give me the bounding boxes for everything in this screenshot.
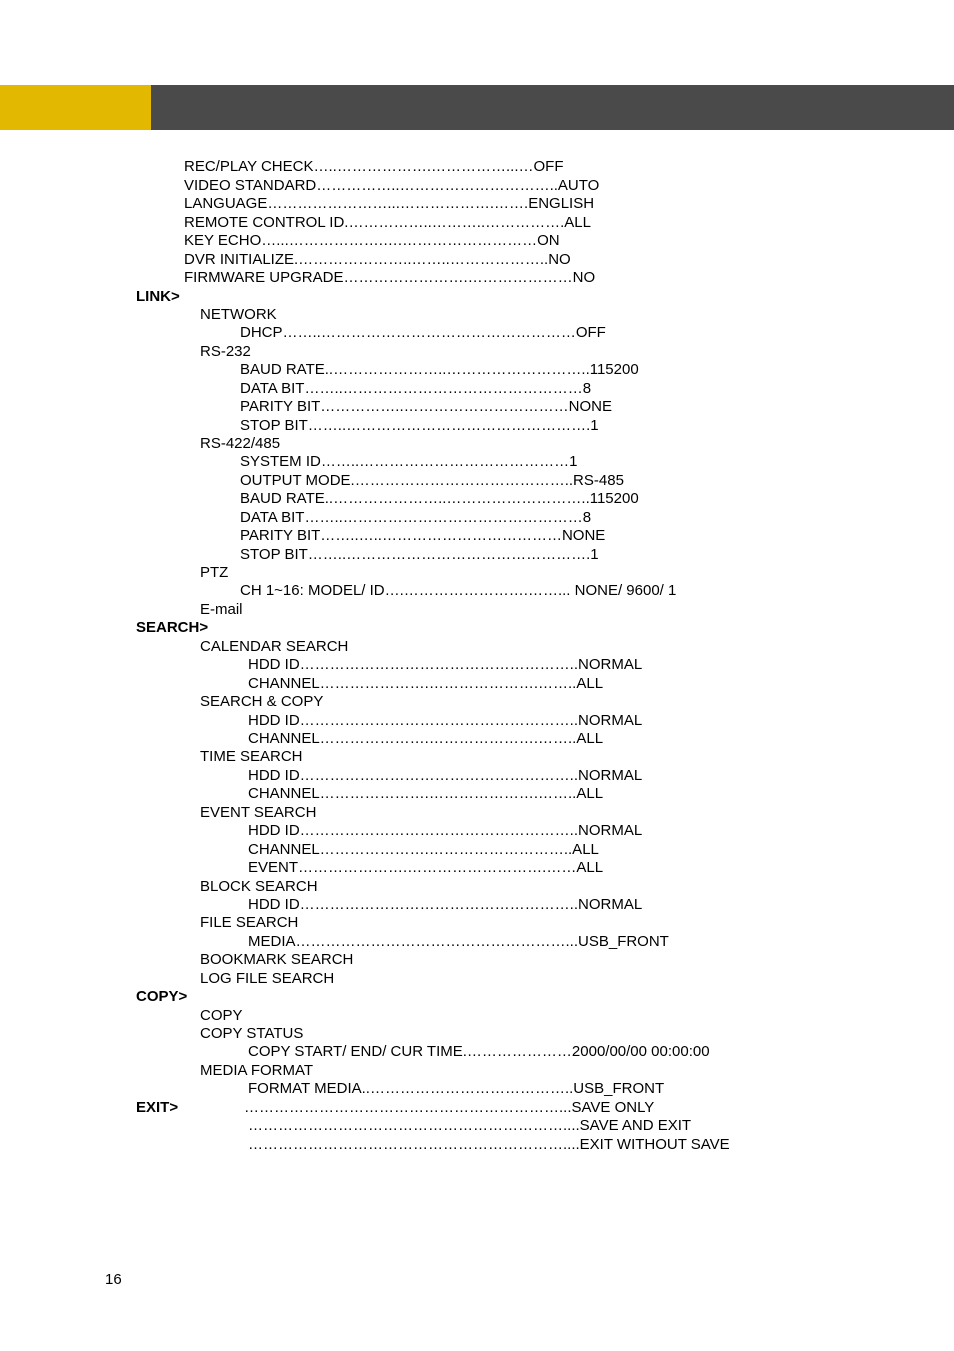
menu-line: VIDEO STANDARD……………..…………………………..AUTO [184,177,600,194]
menu-line: EVENT………………….……………………….……ALL [248,859,604,876]
menu-line: KEY ECHO…...……………….….………………………ON [184,232,560,249]
menu-line: MEDIA FORMAT [200,1062,314,1079]
menu-line: RS-232 [200,343,251,360]
menu-line: CHANNEL………………….………………………..ALL [248,841,599,858]
menu-line: EVENT SEARCH [200,804,317,821]
menu-line: COPY START/ END/ CUR TIME.…………………2000/00/00 00:00:00 [248,1043,710,1060]
menu-line: HDD ID………………………………………………..NORMAL [248,712,643,729]
menu-line: CALENDAR SEARCH [200,638,349,655]
menu-line: ………………………………………………………....EXIT WITHOUT SAVE [248,1136,730,1153]
menu-line: PARITY BIT……………..……………………………NONE [240,398,612,415]
menu-line: BOOKMARK SEARCH [200,951,354,968]
section-heading: EXIT> [136,1099,179,1116]
menu-line: CHANNEL………………….………………….……..ALL [248,730,604,747]
menu-line: CH 1~16: MODEL/ ID….…………………….……... NONE/ 9600/ 1 [240,582,677,599]
menu-line: SYSTEM ID……..……………………………………1 [240,453,578,470]
menu-line: LANGUAGE……………………...……………….…….ENGLISH [184,195,595,212]
section-heading: LINK> [136,288,180,305]
menu-line: DATA BIT……..…………………………………………8 [240,509,592,526]
menu-line: RS-422/485 [200,435,281,452]
menu-line: ………………………………………………………....SAVE AND EXIT [248,1117,692,1134]
menu-line: SEARCH & COPY [200,693,324,710]
menu-line: MEDIA………………………………………………...USB_FRONT [248,933,669,950]
menu-line: REC/PLAY CHECK…..……………….……………...…OFF [184,158,564,175]
menu-line: CHANNEL………………….………………….……..ALL [248,675,604,692]
menu-line: E-mail [200,601,243,618]
menu-line: HDD ID………………………………………………..NORMAL [248,656,643,673]
menu-line: REMOTE CONTROL ID.……………..………..…………….ALL [184,214,591,231]
menu-line: OUTPUT MODE.……………………………………..RS-485 [240,472,624,489]
menu-line: NETWORK [200,306,277,323]
menu-line: BLOCK SEARCH [200,878,318,895]
menu-line: FILE SEARCH [200,914,299,931]
menu-line: DHCP……..……………………………………………OFF [240,324,606,341]
menu-line: LOG FILE SEARCH [200,970,335,987]
menu-line: CHANNEL………………….………………….……..ALL [248,785,604,802]
menu-line: COPY STATUS [200,1025,304,1042]
menu-line: BAUD RATE..…………………..………………………..115200 [240,361,639,378]
menu-line: HDD ID………………………………………………..NORMAL [248,896,643,913]
section-heading: SEARCH> [136,619,209,636]
section-heading: COPY> [136,988,188,1005]
menu-line: PTZ [200,564,229,581]
menu-line: COPY [200,1007,243,1024]
menu-line: STOP BIT……..………………………………………….1 [240,546,599,563]
menu-line: HDD ID………………………………………………..NORMAL [248,767,643,784]
menu-line: STOP BIT……..………………………………………….1 [240,417,599,434]
menu-line: FORMAT MEDIA..…………………………………..USB_FRONT [248,1080,665,1097]
menu-line: FIRMWARE UPGRADE…………………….…………………NO [184,269,596,286]
menu-line: DATA BIT……..…………………………………………8 [240,380,592,397]
header-accent [0,85,151,130]
menu-line: HDD ID………………………………………………..NORMAL [248,822,643,839]
menu-line: BAUD RATE..…………………..………………………..115200 [240,490,639,507]
page-number: 16 [105,1271,122,1288]
menu-line: DVR INITIALIZE.…………………..……..………………..NO [184,251,571,268]
menu-line: TIME SEARCH [200,748,303,765]
menu-line: PARITY BIT……..…..………………………………NONE [240,527,606,544]
menu-line: ………………………………………………………...SAVE ONLY [244,1099,655,1116]
